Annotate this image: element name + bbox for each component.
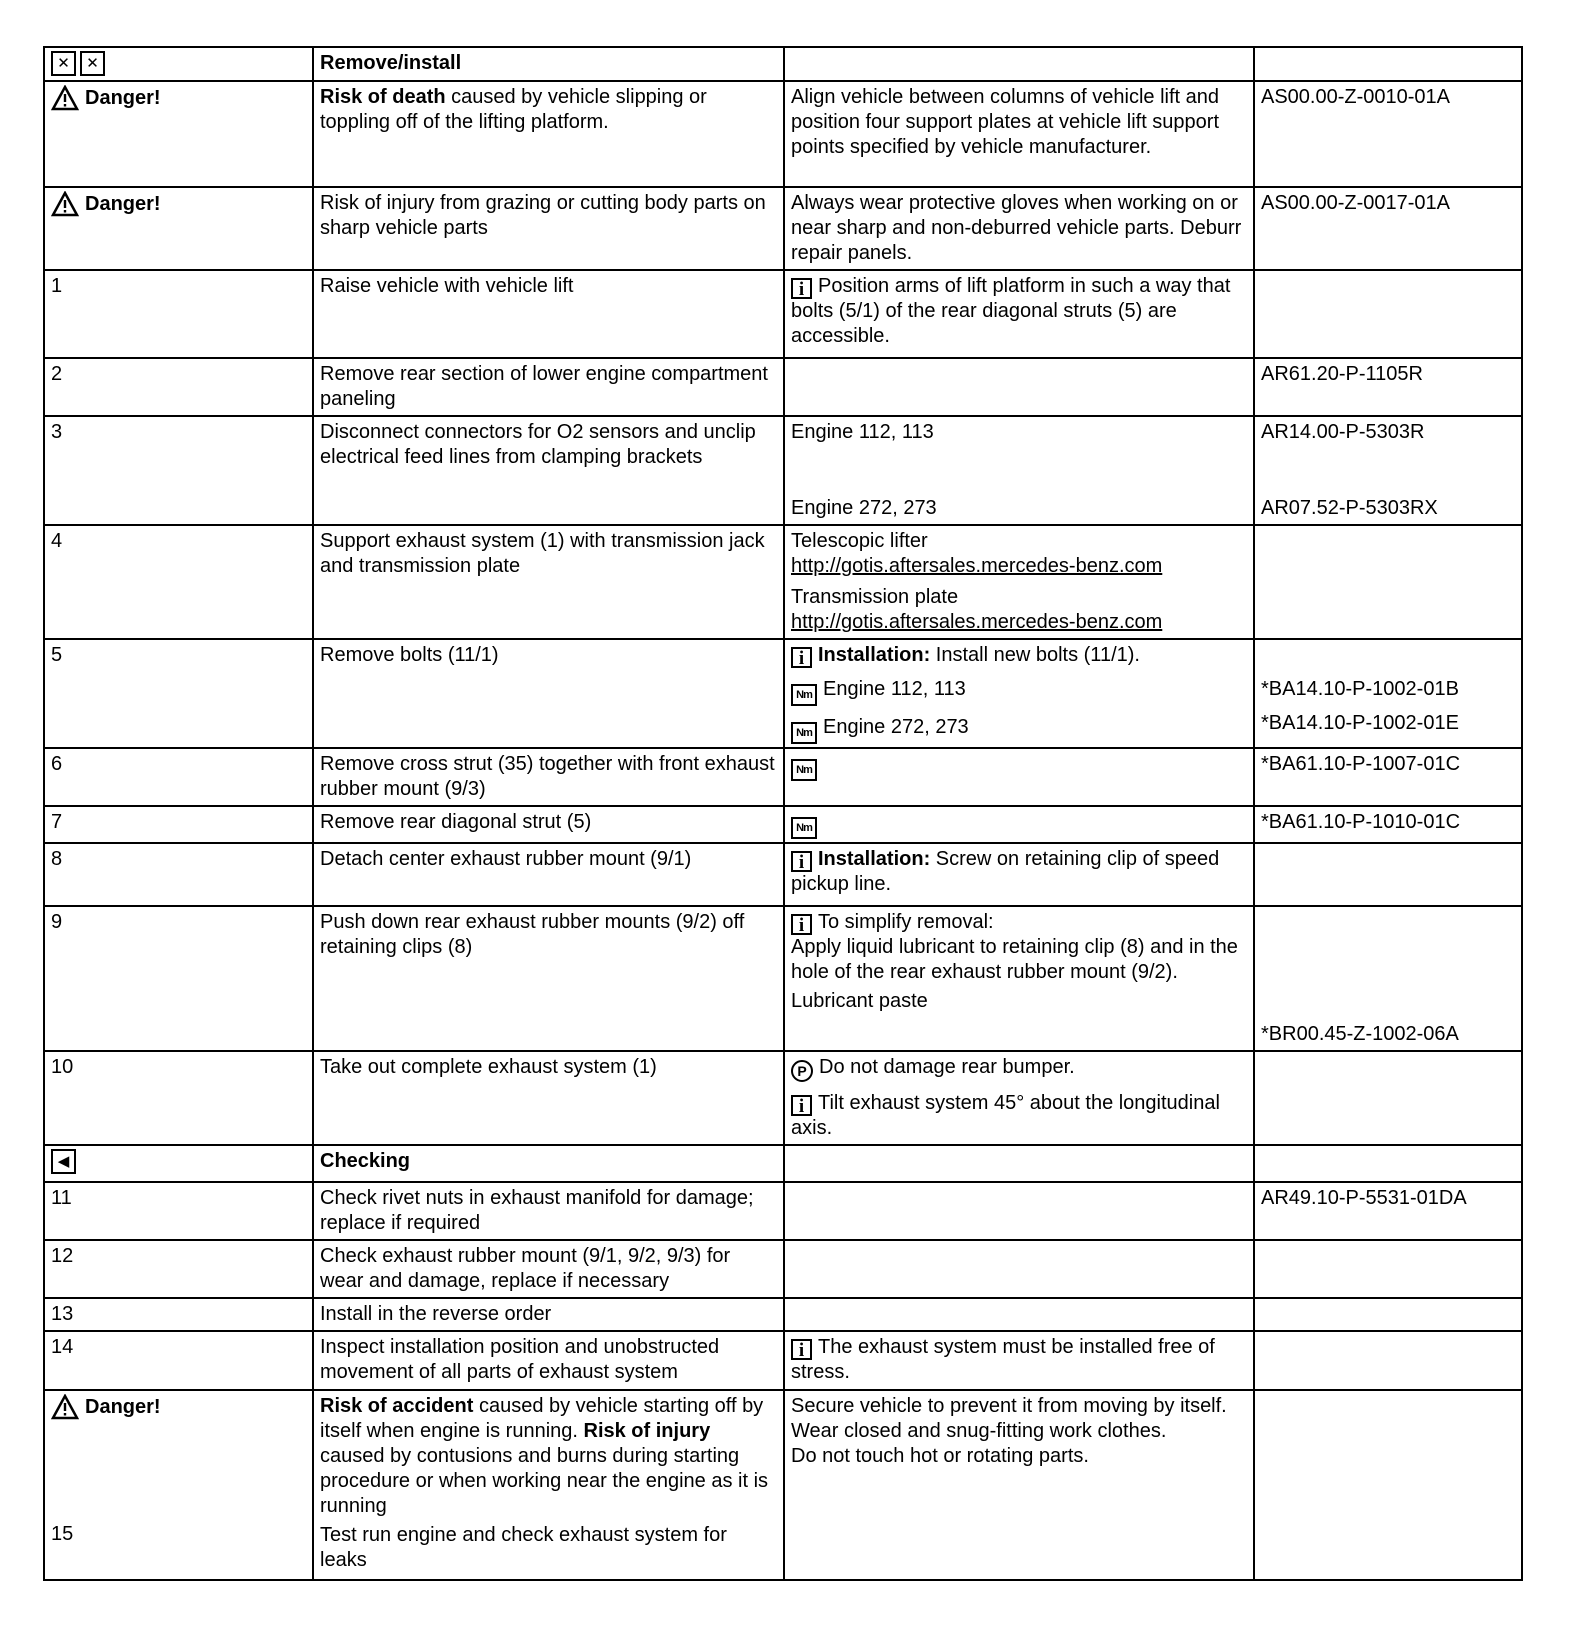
material-name: Lubricant paste [791,990,928,1012]
torque-icon[interactable]: Nm [791,817,817,839]
step-number: 10 [44,1051,313,1145]
step-number: 3 [44,416,313,525]
reference-code[interactable]: *BA14.10-P-1002-01E [1261,712,1459,734]
engine-variant: Engine 112, 113 [791,421,934,443]
note-icon: P [791,1060,813,1082]
step-number: 2 [44,358,313,416]
section-title: Checking [313,1145,784,1182]
step-number: 12 [44,1240,313,1298]
step-text: Install in the reverse order [313,1298,784,1331]
info-icon: i [791,914,812,935]
step-number: 5 [44,639,313,748]
table-row: 8 Detach center exhaust rubber mount (9/1) i Installation: Screw on retaining clip of speed pickup line. [44,843,1522,906]
warning-text: Risk of injury from grazing or cutting body parts on sharp vehicle parts [313,187,784,270]
tool-name: Telescopic lifter [791,530,928,552]
step-text: Disconnect connectors for O2 sensors and unclip electrical feed lines from clamping brackets [313,416,784,525]
table-row [44,1182,1522,1240]
step-number: 9 [44,906,313,1051]
table-row [44,1331,1522,1390]
reference-code[interactable]: AR61.20-P-1105R [1254,358,1522,416]
step-number: 1 [44,270,313,358]
info-icon: i [791,278,812,299]
step-text: Inspect installation position and unobstructed movement of all parts of exhaust system [313,1331,784,1390]
table-row-header [44,47,1522,81]
reference-code[interactable]: AR07.52-P-5303RX [1261,497,1438,519]
engine-variant: Engine 272, 273 [823,716,969,738]
action-text: Align vehicle between columns of vehicle lift and position four support plates at vehicle lift support points specified by vehicle manufacturer. [784,81,1254,187]
info-icon: i [791,1339,812,1360]
danger-label: Danger! [51,1394,161,1420]
engine-variant: Engine 112, 113 [823,678,966,700]
reference-code[interactable]: AR49.10-P-5531-01DA [1254,1182,1522,1240]
table-row [44,416,1522,525]
danger-label: Danger! [51,85,161,111]
table-row: 9 Push down rear exhaust rubber mounts (9/2) off retaining clips (8) i To simplify removal: Apply liquid lubricant to retaining clip (8) and in the hole of the rear exhaust rubber mount (9/2). Lubricant paste *BR00.45-Z-1002-06A [44,906,1522,1051]
reference-code[interactable]: *BA14.10-P-1002-01B [1261,678,1459,700]
table-row [44,358,1522,416]
table-row [44,1240,1522,1298]
tool-link[interactable]: http://gotis.aftersales.mercedes-benz.com [791,555,1163,577]
header-icons [44,47,313,81]
tool-name: Transmission plate [791,586,959,608]
step-text: Detach center exhaust rubber mount (9/1) [313,843,784,906]
info-icon: i [791,1095,812,1116]
reference-code[interactable]: *BA61.10-P-1010-01C [1254,806,1522,843]
step-number: 6 [44,748,313,806]
warning-text: Risk of accident caused by vehicle starting off by itself when engine is running. Risk of injury caused by contusions and burns during starting procedure or when working near the engine as it is running [320,1395,769,1517]
table-row [44,748,1522,806]
step-text: Check rivet nuts in exhaust manifold for damage; replace if required [313,1182,784,1240]
step-text: Take out complete exhaust system (1) [313,1051,784,1145]
info-icon: i [791,647,812,668]
tool-link[interactable]: http://gotis.aftersales.mercedes-benz.com [791,611,1163,633]
step-number: 14 [44,1331,313,1390]
step-text: Remove rear section of lower engine compartment paneling [313,358,784,416]
expand-icon[interactable]: ✕ [51,51,76,76]
action-text: Wear closed and snug-fitting work clothes. [791,1420,1167,1442]
engine-variant: Engine 272, 273 [791,497,937,519]
table-row [44,525,1522,639]
danger-label: Danger! [51,191,161,217]
step-number: 8 [44,843,313,906]
info-text: The exhaust system must be installed free of stress. [791,1336,1215,1383]
step-text: Test run engine and check exhaust system for leaks [320,1524,727,1571]
warning-triangle-icon [51,1394,79,1420]
table-row: 10 Take out complete exhaust system (1) P Do not damage rear bumper. i Tilt exhaust system 45° about the longitudinal axis. [44,1051,1522,1145]
section-title: Remove/install [313,47,784,81]
reference-code[interactable]: AR14.00-P-5303R [1261,421,1425,443]
torque-icon[interactable]: Nm [791,684,817,706]
table-row [44,806,1522,843]
action-text: Do not touch hot or rotating parts. [791,1445,1089,1467]
torque-icon[interactable]: Nm [791,759,817,781]
step-text: Push down rear exhaust rubber mounts (9/2) off retaining clips (8) [313,906,784,1051]
table-row [44,270,1522,358]
step-number: 13 [44,1298,313,1331]
step-text: Raise vehicle with vehicle lift [313,270,784,358]
info-text: Position arms of lift platform in such a way that bolts (5/1) of the rear diagonal struts (5) are accessible. [791,275,1231,347]
action-text: Secure vehicle to prevent it from moving by itself. [791,1395,1227,1417]
table-row [44,1298,1522,1331]
info-icon: i [791,851,812,872]
reference-code[interactable]: *BA61.10-P-1007-01C [1254,748,1522,806]
warning-triangle-icon [51,191,79,217]
action-text: Always wear protective gloves when working on or near sharp and non-deburred vehicle parts. Deburr repair panels. [784,187,1254,270]
procedure-table [43,46,1523,1581]
checking-icon: ◀ [51,1149,76,1174]
step-text: Remove cross strut (35) together with front exhaust rubber mount (9/3) [313,748,784,806]
table-row: 5 Remove bolts (11/1) i Installation: Install new bolts (11/1). Nm Engine 112, 113 Nm Engine 272, 273 *BA14.10-P-1002-01B *BA14.10-P-1002-01E [44,639,1522,748]
reference-code[interactable]: AS00.00-Z-0010-01A [1254,81,1522,187]
torque-icon[interactable]: Nm [791,722,817,744]
step-number: 15 [51,1523,74,1545]
info-text: Apply liquid lubricant to retaining clip (8) and in the hole of the rear exhaust rubber mount (9/2). [791,936,1238,983]
table-row-section [44,1145,1522,1182]
table-row [44,187,1522,270]
step-text: Check exhaust rubber mount (9/1, 9/2, 9/3) for wear and damage, replace if necessary [313,1240,784,1298]
table-row [44,81,1522,187]
reference-code[interactable]: *BR00.45-Z-1002-06A [1261,1023,1459,1045]
step-number: 11 [44,1182,313,1240]
table-row [44,1390,1522,1580]
collapse-icon[interactable]: ✕ [80,51,105,76]
step-text: Support exhaust system (1) with transmission jack and transmission plate [313,525,784,639]
step-text: Remove bolts (11/1) [313,639,784,748]
warning-triangle-icon [51,85,79,111]
step-number: 4 [44,525,313,639]
step-number: 7 [44,806,313,843]
warning-text: Risk of death caused by vehicle slipping or toppling off of the lifting platform. [313,81,784,187]
reference-code[interactable]: AS00.00-Z-0017-01A [1254,187,1522,270]
step-text: Remove rear diagonal strut (5) [313,806,784,843]
